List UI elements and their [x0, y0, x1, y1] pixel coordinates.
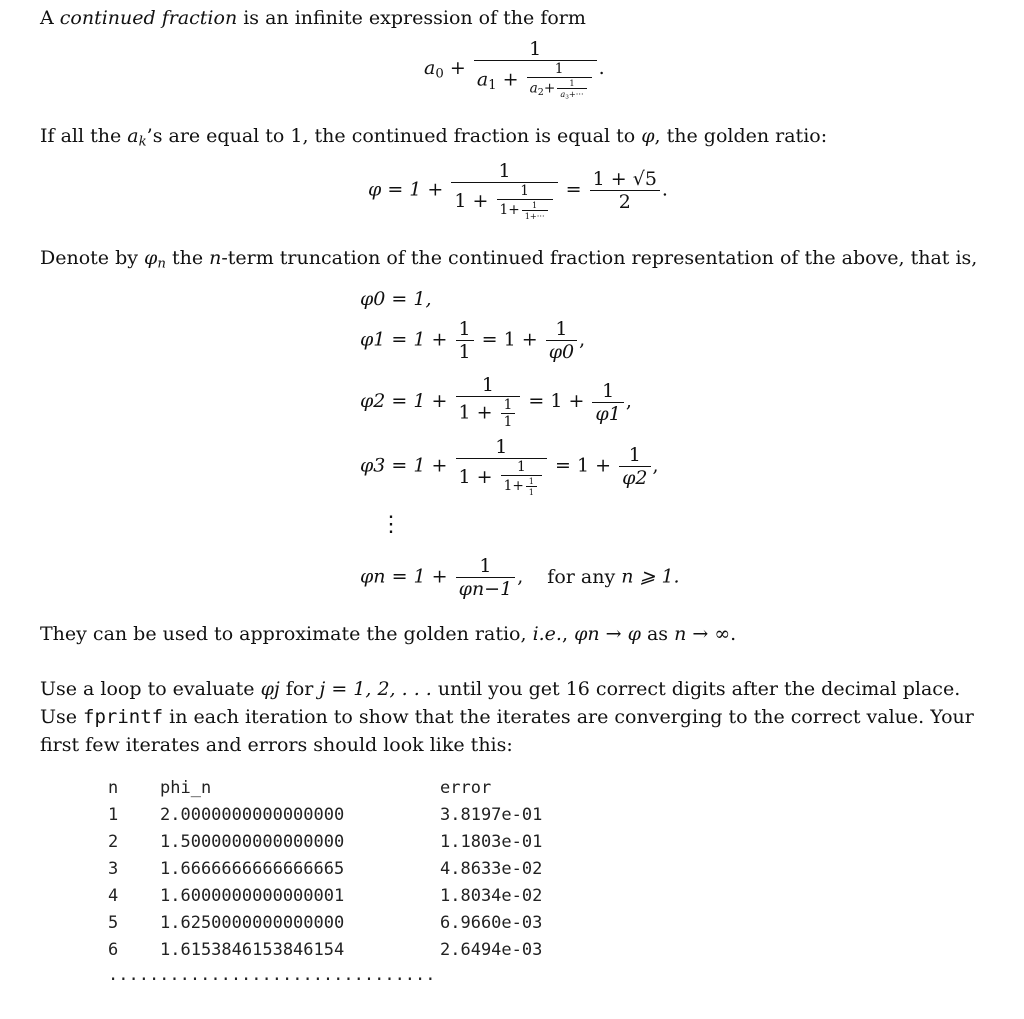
cell-error: 1.8034e-02: [440, 885, 543, 906]
code-fprintf: fprintf: [83, 706, 164, 728]
cell-n: 4: [108, 885, 119, 906]
table-row: [108, 936, 542, 963]
header-n: n: [108, 777, 119, 798]
vertical-ellipsis: ⋮: [380, 512, 402, 537]
golden-ratio-paragraph: If all the $a_k’s$ are equal to 1, the continued fraction is equal to φ, the golden ratio:: [40, 125, 828, 150]
intro-paragraph: A continued fraction is an infinite expression of the form: [40, 7, 586, 29]
cell-error: 3.8197e-01: [440, 804, 543, 825]
term-continued-fraction: continued fraction: [59, 7, 238, 29]
cell-n: 3: [108, 858, 119, 879]
cell-phi-n: 1.5000000000000000: [160, 831, 345, 852]
header-phi-n: phi_n: [160, 777, 212, 798]
table-header-row: [108, 774, 542, 801]
cell-error: 2.6494e-03: [440, 939, 543, 960]
cell-n: 6: [108, 939, 119, 960]
cell-n: 2: [108, 831, 119, 852]
table-continuation-dots: ................................: [108, 965, 436, 985]
table-row: [108, 828, 542, 855]
cell-phi-n: 1.6666666666666665: [160, 858, 345, 879]
table-row: [108, 909, 542, 936]
cell-phi-n: 1.6000000000000001: [160, 885, 345, 906]
cell-error: 1.1803e-01: [440, 831, 543, 852]
general-continued-fraction: $a_0$ + 1 $a_1$ + 1 $a_2+$ $\frac{1}{a_3+\cdot\cdot\cdot}$ .: [424, 38, 605, 101]
phi-1-equation: φ1 = 1 + $\frac{1}{1}$ = 1 + $\frac{1}{\varphi 0}$ ,: [360, 318, 586, 363]
truncation-paragraph: Denote by $\varphi_n$ the n-term truncation of the continued fraction representation of the above, that is,: [40, 247, 978, 272]
task-paragraph: Use a loop to evaluate φj for j = 1, 2, . . . until you get 16 correct digits after the decimal place. Use fprintf in each iteration to show that the iterates are converging to the correct value. Your first few iterates and errors should look like this:: [40, 678, 974, 756]
cell-error: 6.9660e-03: [440, 912, 543, 933]
cell-phi-n: 1.6153846153846154: [160, 939, 345, 960]
cell-error: 4.8633e-02: [440, 858, 543, 879]
table-row: [108, 855, 542, 882]
phi-0-equation: φ0 = 1,: [360, 288, 432, 310]
approximation-paragraph: They can be used to approximate the golden ratio, i.e., φn → φ as n → ∞.: [40, 623, 737, 645]
iterates-table: [108, 774, 542, 985]
header-error: error: [440, 777, 492, 798]
cell-phi-n: 2.0000000000000000: [160, 804, 345, 825]
cell-n: 1: [108, 804, 119, 825]
phi-2-equation: φ2 = 1 + 1 1 + $\frac{1}{1}$ = 1 + $\frac{1}{\varphi 1}$ ,: [360, 374, 632, 430]
table-row: [108, 801, 542, 828]
table-row: [108, 882, 542, 909]
phi-n-equation: φn = 1 + $\frac{1}{\varphi n-1}$ , for any n ⩾ 1.: [360, 555, 680, 600]
phi-definition: φ = 1 + 1 1 + 1 1+ $\frac{1}{1+\cdot\cdot\cdot}$ = $\frac{1 + √5}{2}$ .: [368, 160, 668, 221]
phi-3-equation: φ3 = 1 + 1 1 + 1 1+ $\frac{1}{1}$ = 1 + $\frac{1}{\varphi 2}$ ,: [360, 436, 659, 497]
cell-phi-n: 1.6250000000000000: [160, 912, 345, 933]
cell-n: 5: [108, 912, 119, 933]
